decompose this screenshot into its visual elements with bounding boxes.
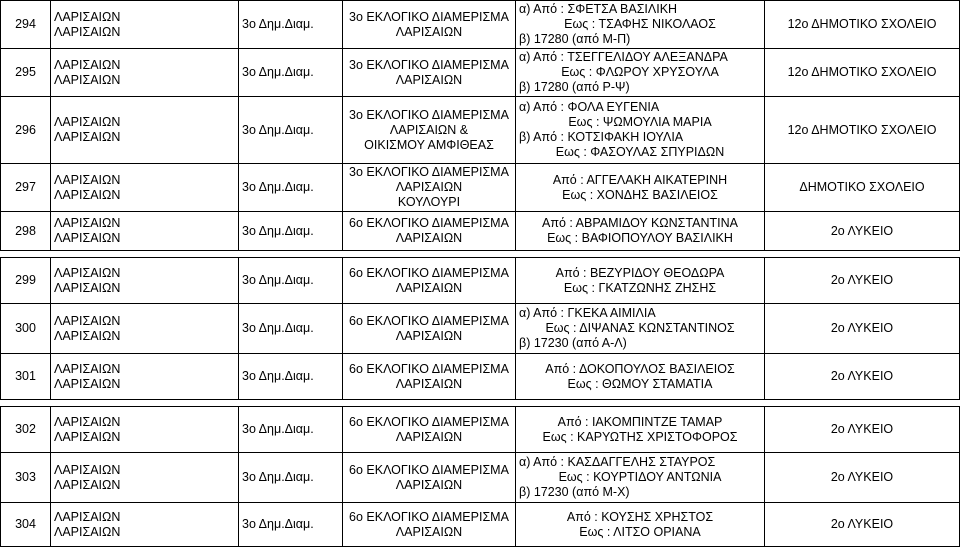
department-cell: 3ο Δημ.Διαμ. — [239, 1, 343, 49]
table-row — [1, 97, 960, 164]
row-number: 304 — [1, 503, 51, 547]
voter-range-cell: α) Από : ΓΚΕΚΑ ΑΙΜΙΛΙΑ Εως : ΔΙΨΑΝΑΣ ΚΩΝΣΤΑΝΤΙΝΟΣ β) 17230 (από Α-Λ) — [516, 304, 765, 354]
voter-range-cell: α) Από : ΦΟΛΑ ΕΥΓΕΝΙΑ Εως : ΨΩΜΟΥΛΙΑ ΜΑΡΙΑ β) Από : ΚΟΤΣΙΦΑΚΗ ΙΟΥΛΙΑ Εως : ΦΑΣΟΥΛΑΣ ΣΠΥΡΙΔΩΝ — [516, 97, 765, 164]
row-number: 300 — [1, 304, 51, 354]
voter-range-cell: Από : ΔΟΚΟΠΟΥΛΟΣ ΒΑΣΙΛΕΙΟΣ Εως : ΘΩΜΟΥ ΣΤΑΜΑΤΙΑ — [516, 354, 765, 400]
school-cell: 2ο ΛΥΚΕΙΟ — [765, 258, 960, 304]
municipality-cell: ΛΑΡΙΣΑΙΩΝ ΛΑΡΙΣΑΙΩΝ — [51, 1, 239, 49]
department-cell: 3ο Δημ.Διαμ. — [239, 304, 343, 354]
voter-range-cell: α) Από : ΣΦΕΤΣΑ ΒΑΣΙΛΙΚΗ Εως : ΤΣΑΦΗΣ ΝΙΚΟΛΑΟΣ β) 17280 (από Μ-Π) — [516, 1, 765, 49]
table-row — [1, 453, 960, 503]
table-row — [1, 503, 960, 547]
row-number: 296 — [1, 97, 51, 164]
municipality-cell: ΛΑΡΙΣΑΙΩΝ ΛΑΡΙΣΑΙΩΝ — [51, 503, 239, 547]
municipality-cell: ΛΑΡΙΣΑΙΩΝ ΛΑΡΙΣΑΙΩΝ — [51, 97, 239, 164]
table-row — [1, 354, 960, 400]
municipality-cell: ΛΑΡΙΣΑΙΩΝ ΛΑΡΙΣΑΙΩΝ — [51, 453, 239, 503]
municipality-cell: ΛΑΡΙΣΑΙΩΝ ΛΑΡΙΣΑΙΩΝ — [51, 212, 239, 251]
page-gap — [1, 251, 960, 258]
department-cell: 3ο Δημ.Διαμ. — [239, 503, 343, 547]
table-row — [1, 304, 960, 354]
voter-range-cell: α) Από : ΤΣΕΓΓΕΛΙΔΟΥ ΑΛΕΞΑΝΔΡΑ Εως : ΦΛΩΡΟΥ ΧΡΥΣΟΥΛΑ β) 17280 (από Ρ-Ψ) — [516, 49, 765, 97]
school-cell: 2ο ΛΥΚΕΙΟ — [765, 453, 960, 503]
school-cell: 12ο ΔΗΜΟΤΙΚΟ ΣΧΟΛΕΙΟ — [765, 49, 960, 97]
electoral-district-cell: 6ο ΕΚΛΟΓΙΚΟ ΔΙΑΜΕΡΙΣΜΑ ΛΑΡΙΣΑΙΩΝ — [343, 407, 516, 453]
table-row — [1, 164, 960, 212]
school-cell: 2ο ΛΥΚΕΙΟ — [765, 304, 960, 354]
page-gap — [1, 400, 960, 407]
school-cell: ΔΗΜΟΤΙΚΟ ΣΧΟΛΕΙΟ — [765, 164, 960, 212]
row-number: 294 — [1, 1, 51, 49]
municipality-cell: ΛΑΡΙΣΑΙΩΝ ΛΑΡΙΣΑΙΩΝ — [51, 164, 239, 212]
voter-range-cell: Από : ΑΓΓΕΛΑΚΗ ΑΙΚΑΤΕΡΙΝΗ Εως : ΧΟΝΔΗΣ ΒΑΣΙΛΕΙΟΣ — [516, 164, 765, 212]
row-number: 302 — [1, 407, 51, 453]
electoral-district-cell: 3ο ΕΚΛΟΓΙΚΟ ΔΙΑΜΕΡΙΣΜΑ ΛΑΡΙΣΑΙΩΝ & ΟΙΚΙΣΜΟΥ ΑΜΦΙΘΕΑΣ — [343, 97, 516, 164]
table-row — [1, 1, 960, 49]
table-row — [1, 49, 960, 97]
school-cell: 2ο ΛΥΚΕΙΟ — [765, 503, 960, 547]
school-cell: 2ο ΛΥΚΕΙΟ — [765, 407, 960, 453]
department-cell: 3ο Δημ.Διαμ. — [239, 354, 343, 400]
voter-range-cell: Από : ΚΟΥΣΗΣ ΧΡΗΣΤΟΣ Εως : ΛΙΤΣΟ ΟΡΙΑΝΑ — [516, 503, 765, 547]
electoral-district-cell: 6ο ΕΚΛΟΓΙΚΟ ΔΙΑΜΕΡΙΣΜΑ ΛΑΡΙΣΑΙΩΝ — [343, 258, 516, 304]
row-number: 295 — [1, 49, 51, 97]
department-cell: 3ο Δημ.Διαμ. — [239, 407, 343, 453]
voter-range-cell: Από : ΒΕΖΥΡΙΔΟΥ ΘΕΟΔΩΡΑ Εως : ΓΚΑΤΖΩΝΗΣ ΖΗΣΗΣ — [516, 258, 765, 304]
department-cell: 3ο Δημ.Διαμ. — [239, 49, 343, 97]
municipality-cell: ΛΑΡΙΣΑΙΩΝ ΛΑΡΙΣΑΙΩΝ — [51, 354, 239, 400]
department-cell: 3ο Δημ.Διαμ. — [239, 212, 343, 251]
school-cell: 2ο ΛΥΚΕΙΟ — [765, 354, 960, 400]
table-row — [1, 212, 960, 251]
department-cell: 3ο Δημ.Διαμ. — [239, 258, 343, 304]
department-cell: 3ο Δημ.Διαμ. — [239, 97, 343, 164]
municipality-cell: ΛΑΡΙΣΑΙΩΝ ΛΑΡΙΣΑΙΩΝ — [51, 258, 239, 304]
department-cell: 3ο Δημ.Διαμ. — [239, 453, 343, 503]
electoral-district-cell: 3ο ΕΚΛΟΓΙΚΟ ΔΙΑΜΕΡΙΣΜΑ ΛΑΡΙΣΑΙΩΝ — [343, 49, 516, 97]
municipality-cell: ΛΑΡΙΣΑΙΩΝ ΛΑΡΙΣΑΙΩΝ — [51, 304, 239, 354]
electoral-district-cell: 3ο ΕΚΛΟΓΙΚΟ ΔΙΑΜΕΡΙΣΜΑ ΛΑΡΙΣΑΙΩΝ ΚΟΥΛΟΥΡΙ — [343, 164, 516, 212]
school-cell: 2ο ΛΥΚΕΙΟ — [765, 212, 960, 251]
electoral-district-cell: 6ο ΕΚΛΟΓΙΚΟ ΔΙΑΜΕΡΙΣΜΑ ΛΑΡΙΣΑΙΩΝ — [343, 453, 516, 503]
voter-range-cell: Από : ΙΑΚΟΜΠΙΝΤΖΕ ΤΑΜΑΡ Εως : ΚΑΡΥΩΤΗΣ ΧΡΙΣΤΟΦΟΡΟΣ — [516, 407, 765, 453]
table-row — [1, 407, 960, 453]
municipality-cell: ΛΑΡΙΣΑΙΩΝ ΛΑΡΙΣΑΙΩΝ — [51, 407, 239, 453]
electoral-district-cell: 3ο ΕΚΛΟΓΙΚΟ ΔΙΑΜΕΡΙΣΜΑ ΛΑΡΙΣΑΙΩΝ — [343, 1, 516, 49]
electoral-district-cell: 6ο ΕΚΛΟΓΙΚΟ ΔΙΑΜΕΡΙΣΜΑ ΛΑΡΙΣΑΙΩΝ — [343, 304, 516, 354]
row-number: 299 — [1, 258, 51, 304]
table-row — [1, 258, 960, 304]
row-number: 298 — [1, 212, 51, 251]
voter-range-cell: α) Από : ΚΑΣΔΑΓΓΕΛΗΣ ΣΤΑΥΡΟΣ Εως : ΚΟΥΡΤΙΔΟΥ ΑΝΤΩΝΙΑ β) 17230 (από Μ-Χ) — [516, 453, 765, 503]
electoral-district-cell: 6ο ΕΚΛΟΓΙΚΟ ΔΙΑΜΕΡΙΣΜΑ ΛΑΡΙΣΑΙΩΝ — [343, 503, 516, 547]
voter-range-cell: Από : ΑΒΡΑΜΙΔΟΥ ΚΩΝΣΤΑΝΤΙΝΑ Εως : ΒΑΦΙΟΠΟΥΛΟΥ ΒΑΣΙΛΙΚΗ — [516, 212, 765, 251]
school-cell: 12ο ΔΗΜΟΤΙΚΟ ΣΧΟΛΕΙΟ — [765, 97, 960, 164]
row-number: 297 — [1, 164, 51, 212]
municipality-cell: ΛΑΡΙΣΑΙΩΝ ΛΑΡΙΣΑΙΩΝ — [51, 49, 239, 97]
row-number: 301 — [1, 354, 51, 400]
department-cell: 3ο Δημ.Διαμ. — [239, 164, 343, 212]
row-number: 303 — [1, 453, 51, 503]
electoral-district-cell: 6ο ΕΚΛΟΓΙΚΟ ΔΙΑΜΕΡΙΣΜΑ ΛΑΡΙΣΑΙΩΝ — [343, 212, 516, 251]
school-cell: 12ο ΔΗΜΟΤΙΚΟ ΣΧΟΛΕΙΟ — [765, 1, 960, 49]
electoral-district-cell: 6ο ΕΚΛΟΓΙΚΟ ΔΙΑΜΕΡΙΣΜΑ ΛΑΡΙΣΑΙΩΝ — [343, 354, 516, 400]
